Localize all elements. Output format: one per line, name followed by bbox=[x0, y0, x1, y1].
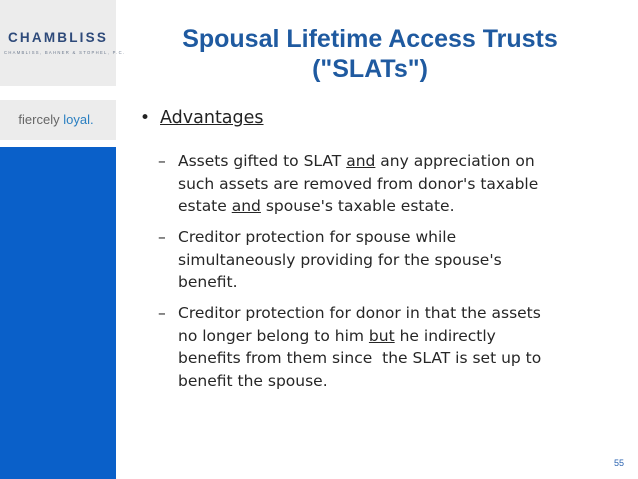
company-logo bbox=[0, 0, 126, 86]
item-line: such assets are removed from donor's taxable bbox=[178, 174, 539, 193]
tagline bbox=[0, 112, 112, 127]
dash-icon: – bbox=[158, 304, 166, 322]
item-line: benefits from them since the SLAT is set up to bbox=[178, 349, 542, 367]
item-line: estate and spouse's taxable estate. bbox=[178, 197, 455, 215]
bullet-advantages bbox=[140, 108, 264, 134]
item-line: benefit. bbox=[178, 273, 238, 291]
item-line: benefit the spouse. bbox=[178, 371, 328, 390]
item-line: simultaneously providing for the spouse's bbox=[178, 250, 502, 269]
item-line: Creditor protection for spouse while bbox=[178, 228, 457, 246]
page-number: 55 bbox=[613, 458, 624, 468]
bullet-label: Advantages bbox=[160, 108, 264, 128]
list-item bbox=[158, 302, 618, 392]
list-item bbox=[158, 150, 618, 218]
dash-icon: – bbox=[158, 228, 166, 246]
dash-icon: – bbox=[158, 152, 166, 170]
tagline-part2: loyal. bbox=[63, 112, 94, 127]
title-line-1: Spousal Lifetime Access Trusts bbox=[182, 25, 558, 53]
slide-title bbox=[140, 24, 600, 84]
sub-bullet-list bbox=[158, 150, 618, 401]
title-line-2: ("SLATs") bbox=[312, 55, 428, 83]
item-line: no longer belong to him but he indirectly bbox=[178, 326, 496, 345]
list-item bbox=[158, 226, 618, 294]
tagline-part1: fiercely bbox=[18, 112, 60, 127]
logo-subtext: CHAMBLISS, BAHNER & STOPHEL, P.C. bbox=[4, 50, 126, 55]
item-line: Assets gifted to SLAT and any appreciation on bbox=[178, 152, 535, 170]
sidebar-blue-bar bbox=[0, 147, 116, 479]
item-line: Creditor protection for donor in that the assets bbox=[178, 304, 541, 322]
sidebar bbox=[0, 0, 126, 479]
logo-name: CHAMBLISS bbox=[7, 30, 109, 45]
tagline-box bbox=[0, 100, 116, 140]
bullet-icon: • bbox=[140, 108, 151, 128]
